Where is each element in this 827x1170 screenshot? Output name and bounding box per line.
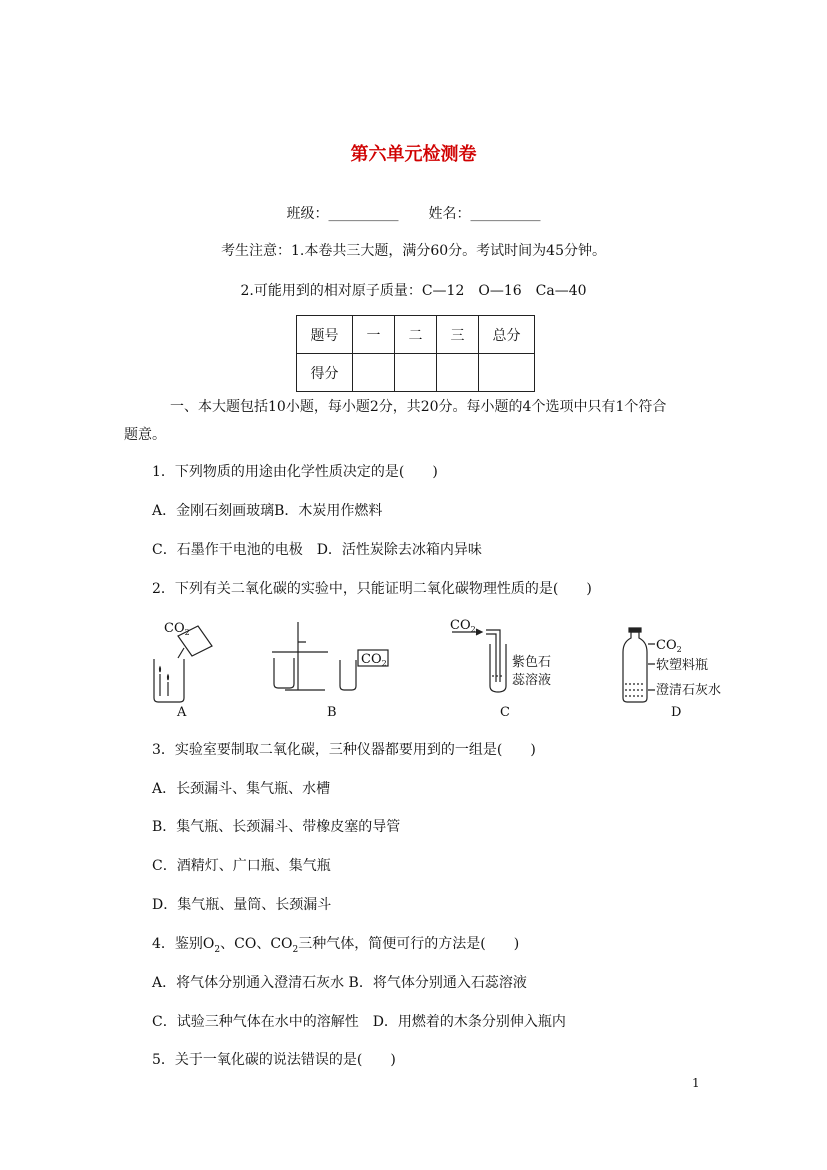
- test-tube-icon: [490, 644, 506, 692]
- co2-label-c: $CO_2$: [450, 618, 476, 634]
- balance-stand-icon: [285, 622, 325, 690]
- cup-b-right-icon: [340, 660, 356, 690]
- section1-instructions: 一、本大题包括10小题，每小题2分，共20分。每小题的4个选项中只有1个符合: [170, 399, 667, 415]
- score-table-header-row: [297, 316, 535, 354]
- score-header-cell: 总分: [479, 316, 535, 354]
- figure-label-c: C: [500, 705, 510, 720]
- score-header-cell: 二: [395, 316, 437, 354]
- plastic-bottle-icon: [623, 632, 647, 702]
- section1-instructions-cont: 题意。: [124, 427, 166, 443]
- figure-label-d: D: [671, 705, 682, 720]
- q4-options-ab: A．将气体分别通入澄清石灰水 B．将气体分别通入石蕊溶液: [152, 975, 527, 991]
- score-table: [296, 315, 535, 392]
- q2-stem: 2．下列有关二氧化碳的实验中，只能证明二氧化碳物理性质的是( ): [152, 581, 592, 597]
- exam-note-2: 2.可能用到的相对原子质量：C—12 O—16 Ca—40: [240, 283, 587, 299]
- exam-note-1: 考生注意：1.本卷共三大题，满分60分。考试时间为45分钟。: [221, 243, 606, 259]
- score-header-cell: 一: [353, 316, 395, 354]
- co2-label-d: $CO_2$: [656, 638, 682, 654]
- q3-option-a: A．长颈漏斗、集气瓶、水槽: [152, 781, 331, 797]
- score-header-cell: 题号: [297, 316, 353, 354]
- score-row-label: 得分: [297, 354, 353, 392]
- q1-options-cd: C．石墨作干电池的电极 D．活性炭除去冰箱内异味: [152, 542, 482, 558]
- q1-stem: 1．下列物质的用途由化学性质决定的是( ): [152, 464, 438, 480]
- beaker-a-icon: [154, 659, 184, 702]
- d-label-limewater: 澄清石灰水: [656, 683, 722, 698]
- q4-stem: 4．鉴别$O_2$、CO、$CO_2$三种气体，简便可行的方法是( ): [152, 936, 520, 955]
- figure-label-a: A: [177, 705, 187, 720]
- score-cell[interactable]: [395, 354, 437, 392]
- score-cell[interactable]: [353, 354, 395, 392]
- name-blank: __________: [470, 206, 541, 222]
- page-title: 第六单元检测卷: [350, 144, 477, 165]
- candles-icon: [160, 674, 168, 696]
- page-number: 1: [692, 1076, 700, 1090]
- score-header-cell: 三: [437, 316, 479, 354]
- co2-label-a: $CO_2$: [164, 621, 190, 637]
- q1-options-ab: A．金刚石刻画玻璃B．木炭用作燃料: [152, 503, 383, 519]
- q2-experiment-figure: [140, 612, 740, 722]
- q4-options-cd: C．试验三种气体在水中的溶解性 D．用燃着的木条分别伸入瓶内: [152, 1014, 566, 1030]
- c-label-litmus-1: 紫色石: [512, 655, 552, 670]
- d-label-bottle: 软塑料瓶: [656, 658, 709, 673]
- q3-stem: 3．实验室要制取二氧化碳，三种仪器都要用到的一组是( ): [152, 742, 536, 758]
- student-info-line: [0, 203, 827, 223]
- score-cell[interactable]: [437, 354, 479, 392]
- cup-b-left-icon: [274, 658, 294, 688]
- score-table-row: [297, 354, 535, 392]
- c-label-litmus-2: 蕊溶液: [512, 673, 552, 688]
- q5-stem: 5．关于一氧化碳的说法错误的是( ): [152, 1052, 396, 1068]
- q3-option-b: B．集气瓶、长颈漏斗、带橡皮塞的导管: [152, 819, 401, 835]
- q3-option-c: C．酒精灯、广口瓶、集气瓶: [152, 858, 331, 874]
- co2-label-b: $CO_2$: [361, 652, 387, 668]
- class-label: 班级：: [286, 206, 329, 222]
- name-label: 姓名：: [428, 206, 471, 222]
- score-cell[interactable]: [479, 354, 535, 392]
- q3-option-d: D．集气瓶、量筒、长颈漏斗: [152, 897, 332, 913]
- class-blank: __________: [328, 206, 399, 222]
- figure-label-b: B: [327, 705, 337, 720]
